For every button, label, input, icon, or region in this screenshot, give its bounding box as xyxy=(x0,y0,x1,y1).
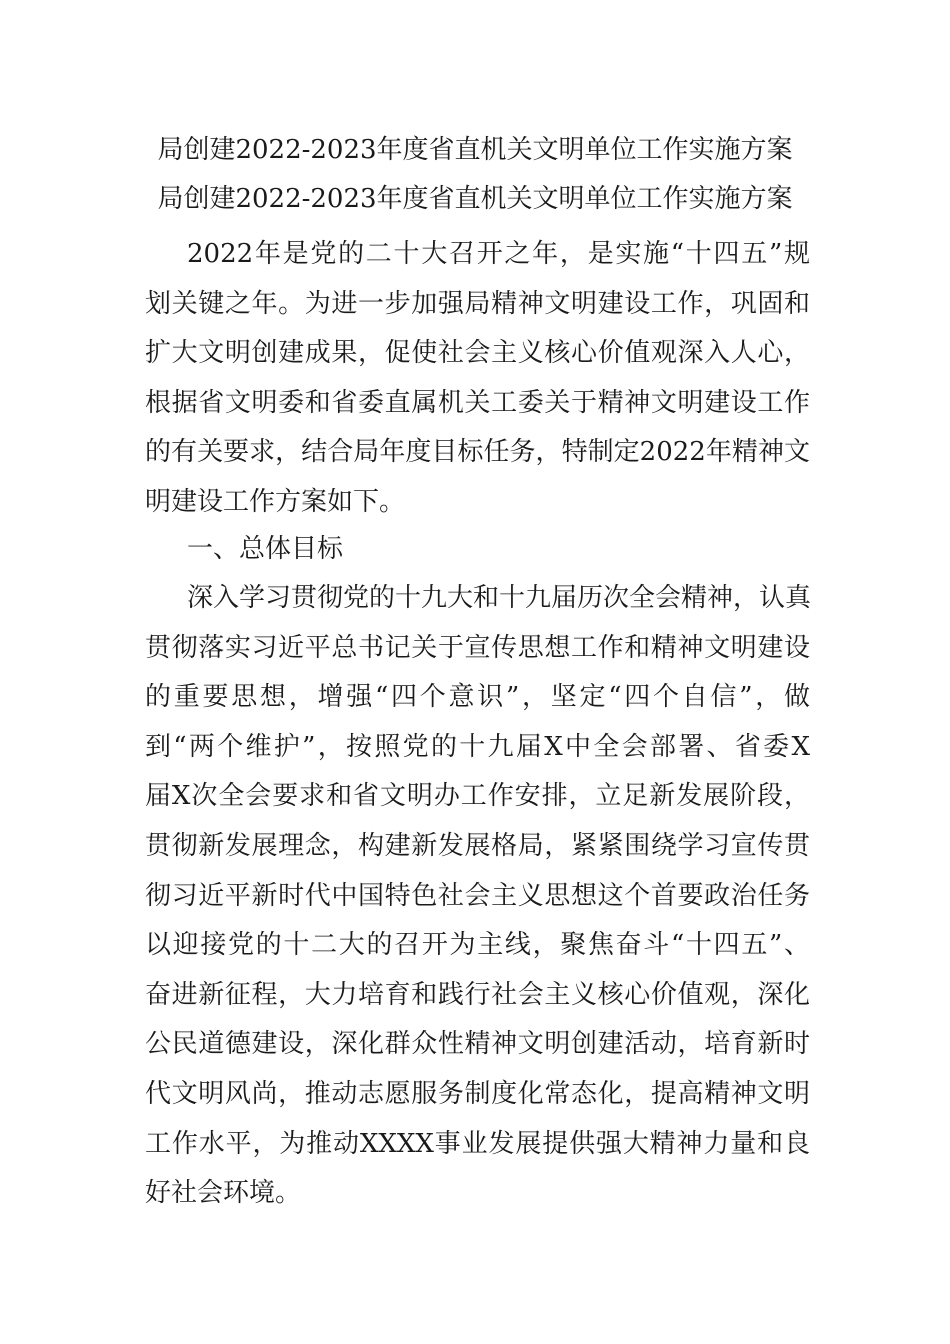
paragraph-line: 到“两个维护”，按照党的十九届X中全会部署、省委X xyxy=(145,731,810,762)
paragraph-line: 根据省文明委和省委直属机关工委关于精神文明建设工作 xyxy=(145,387,810,418)
paragraph-line: 2022年是党的二十大召开之年，是实施“十四五”规 xyxy=(187,239,810,269)
section-heading: 一、总体目标 xyxy=(187,534,344,564)
document-title: 局创建2022-2023年度省直机关文明单位工作实施方案 xyxy=(157,135,793,165)
paragraph-line: 奋进新征程，大力培育和践行社会主义核心价值观，深化 xyxy=(145,979,810,1010)
paragraph-line: 届X次全会要求和省文明办工作安排，立足新发展阶段， xyxy=(145,781,810,812)
paragraph-line: 彻习近平新时代中国特色社会主义思想这个首要政治任务 xyxy=(145,880,810,911)
paragraph-line: 公民道德建设，深化群众性精神文明创建活动，培育新时 xyxy=(145,1029,810,1060)
paragraph-line: 代文明风尚，推动志愿服务制度化常态化，提高精神文明 xyxy=(145,1078,810,1109)
paragraph-line: 工作水平，为推动XXXX事业发展提供强大精神力量和良 xyxy=(145,1128,810,1159)
paragraph-line: 的有关要求，结合局年度目标任务，特制定2022年精神文 xyxy=(145,437,810,468)
paragraph-line: 明建设工作方案如下。 xyxy=(145,486,406,517)
paragraph-line: 深入学习贯彻党的十九大和十九届历次全会精神，认真 xyxy=(187,583,812,613)
paragraph-line: 贯彻落实习近平总书记关于宣传思想工作和精神文明建设 xyxy=(145,632,810,663)
paragraph-line: 贯彻新发展理念，构建新发展格局，紧紧围绕学习宣传贯 xyxy=(145,830,810,861)
document-title-repeat: 局创建2022-2023年度省直机关文明单位工作实施方案 xyxy=(157,184,793,214)
paragraph-line: 以迎接党的十二大的召开为主线，聚焦奋斗“十四五”、 xyxy=(145,930,810,961)
paragraph-line: 扩大文明创建成果，促使社会主义核心价值观深入人心， xyxy=(145,338,810,369)
paragraph-line: 好社会环境。 xyxy=(145,1178,302,1209)
paragraph-line: 划关键之年。为进一步加强局精神文明建设工作，巩固和 xyxy=(145,288,810,319)
intro-paragraph xyxy=(145,230,810,528)
section-paragraph xyxy=(145,574,810,1219)
paragraph-line: 的重要思想，增强“四个意识”，坚定“四个自信”，做 xyxy=(145,682,810,713)
